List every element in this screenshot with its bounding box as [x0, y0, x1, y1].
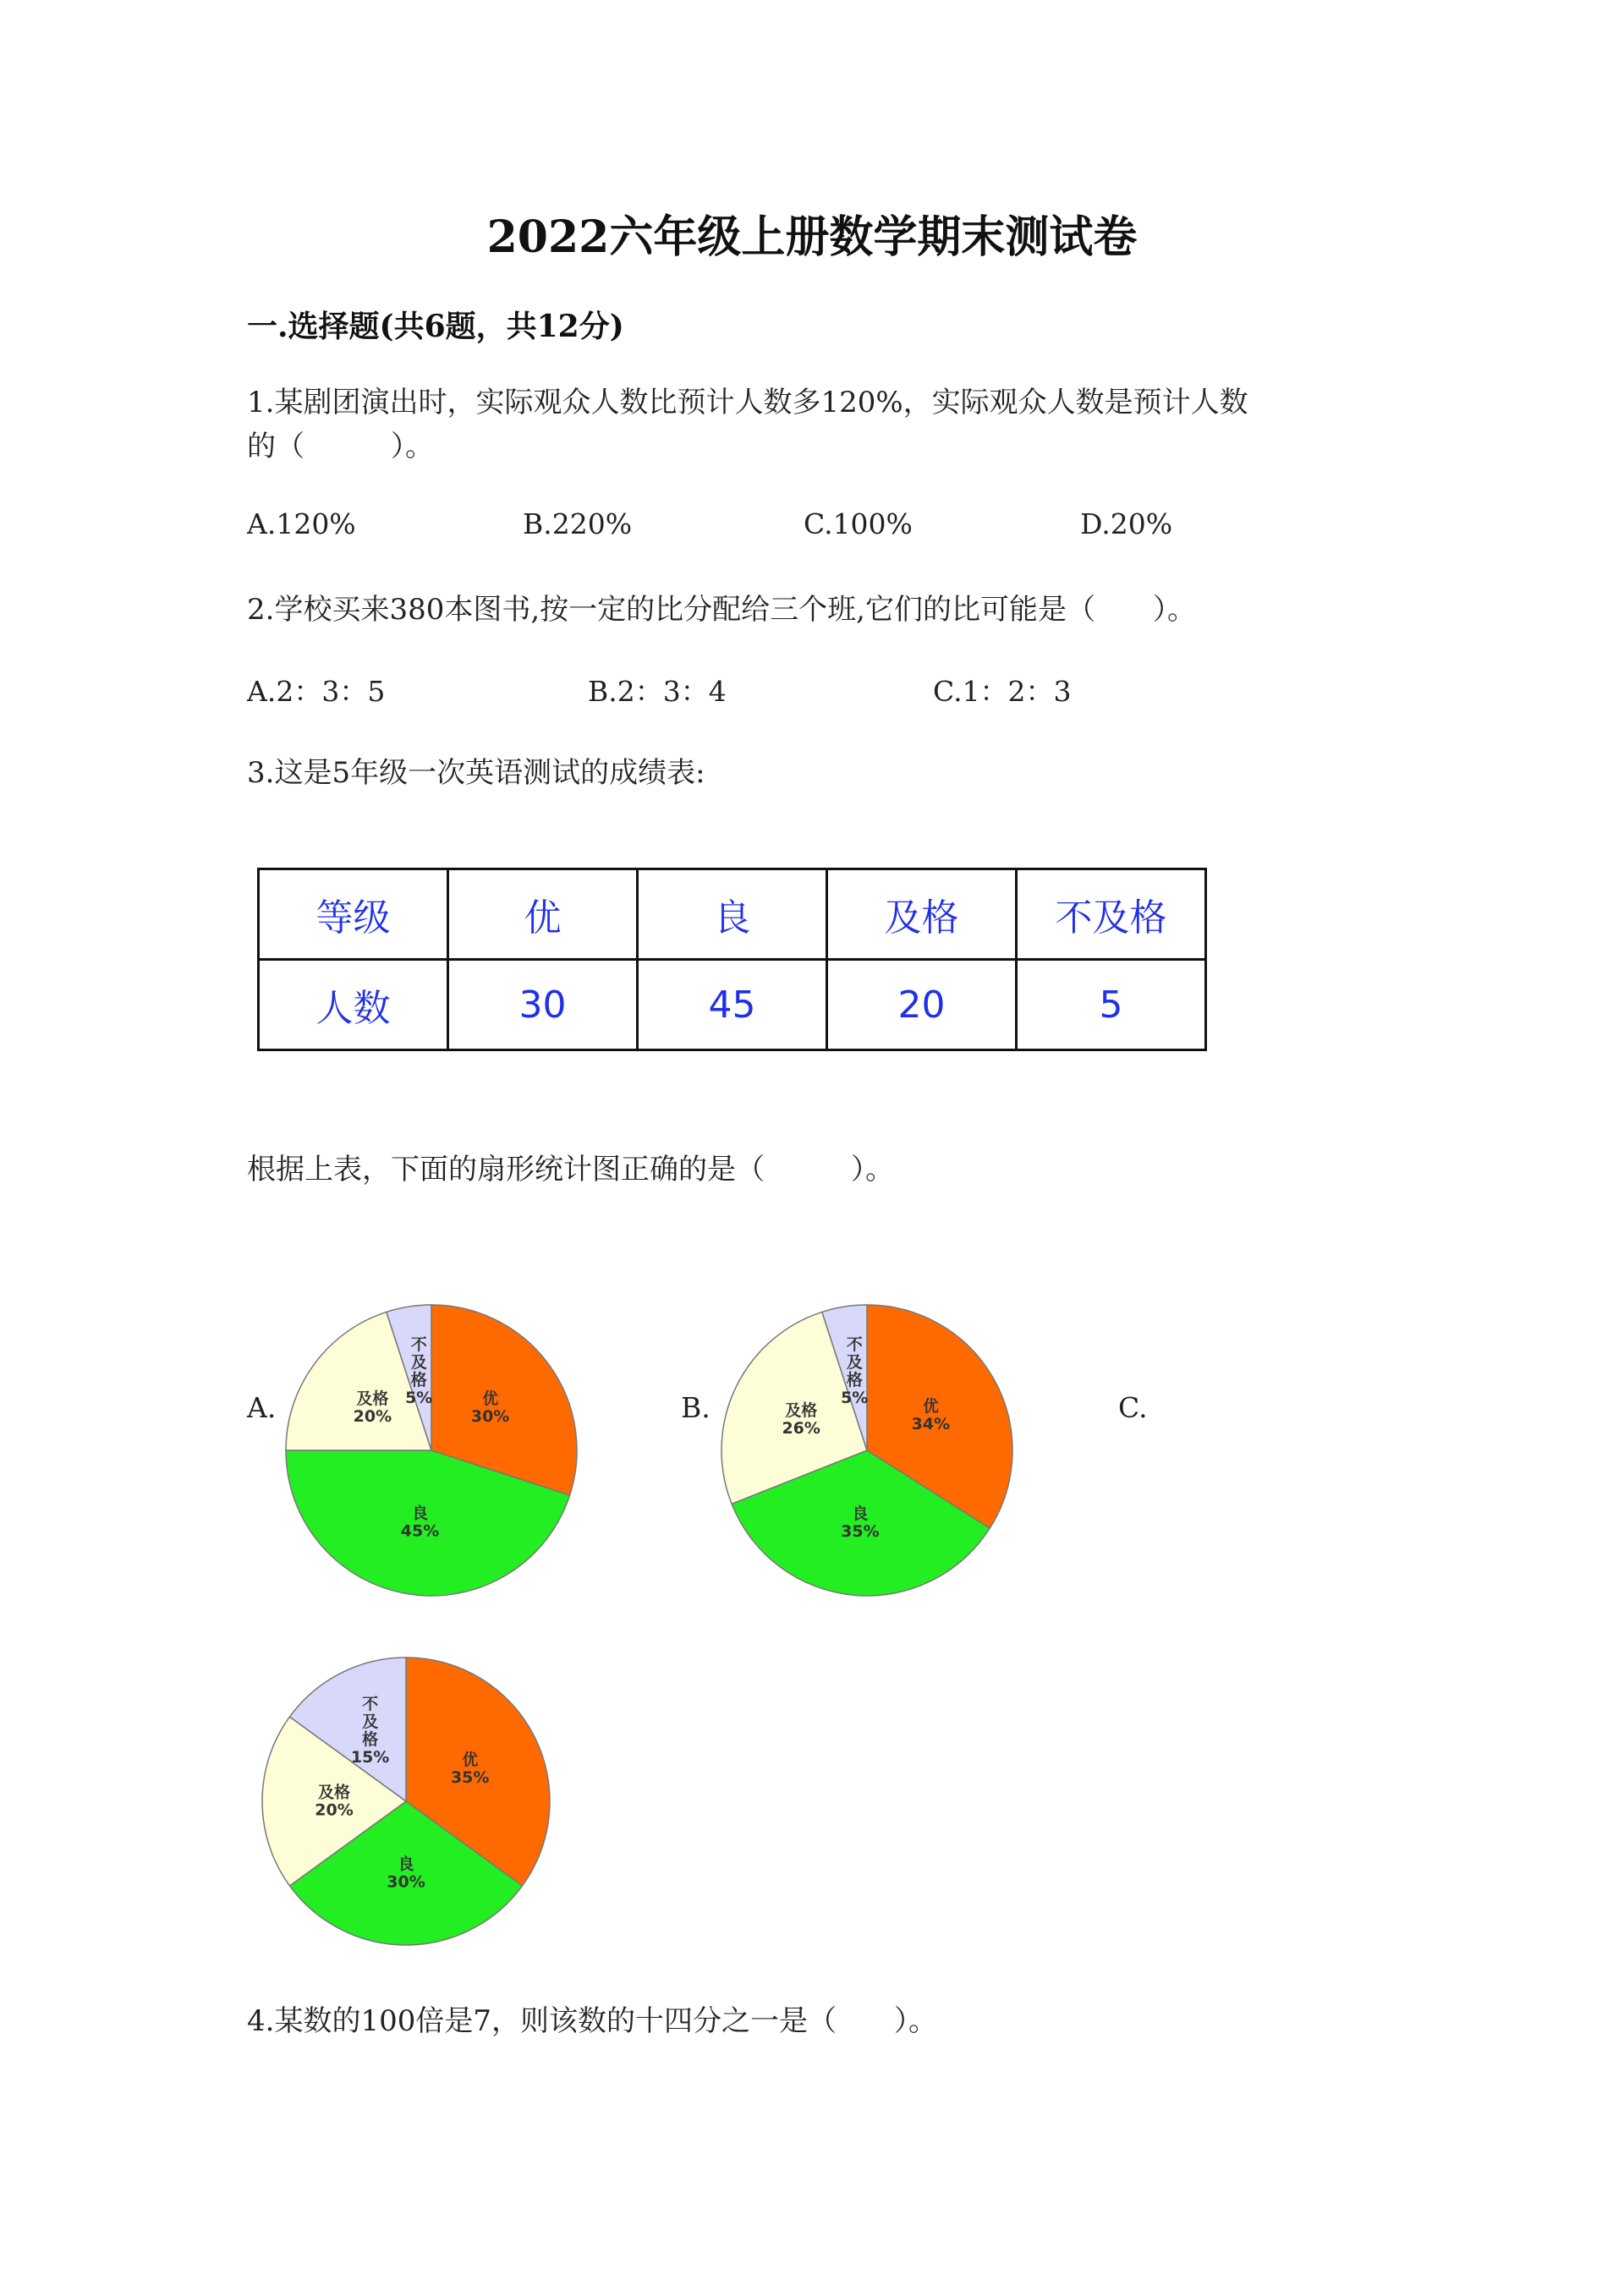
pie-option-b-label: B. [681, 1391, 710, 1424]
pie-label-text: 良 [852, 1504, 869, 1524]
q1-option-d: D.20% [1080, 507, 1173, 540]
pie-label-text: 及格 [356, 1389, 389, 1408]
pie-label-text: 5% [405, 1389, 433, 1408]
pie-label-text: 不 [846, 1335, 863, 1355]
score-table-cell: 优 [448, 869, 638, 960]
page-title: 2022六年级上册数学期末测试卷 [486, 211, 1138, 263]
pie-label-b-2 [782, 1400, 820, 1438]
score-table-cell: 45 [638, 960, 827, 1050]
pie-chart-a-svg [279, 1298, 584, 1603]
pie-label-text: 35% [450, 1767, 490, 1787]
q3-prompt: 根据上表，下面的扇形统计图正确的是（ ）。 [247, 1153, 894, 1186]
score-table-cell: 20 [827, 960, 1017, 1050]
score-table-header-row [259, 869, 1206, 960]
q2-option-c: C.1：2：3 [933, 675, 1072, 708]
score-table-data-row [259, 960, 1206, 1050]
pie-label-text: 格 [846, 1371, 863, 1390]
pie-chart-b-svg [715, 1298, 1019, 1603]
pie-label-text: 优 [482, 1389, 499, 1408]
pie-label-text: 34% [911, 1415, 951, 1434]
pie-label-text: 5% [841, 1389, 869, 1408]
score-table-cell: 良 [638, 869, 827, 960]
pie-label-text: 20% [315, 1800, 354, 1820]
pie-label-c-2 [315, 1783, 353, 1820]
score-table [257, 868, 1207, 1051]
score-table-cell: 及格 [827, 869, 1017, 960]
pie-label-text: 35% [841, 1522, 880, 1542]
pie-label-text: 15% [350, 1748, 390, 1767]
pie-label-text: 良 [398, 1855, 414, 1874]
pie-label-text: 优 [462, 1750, 479, 1769]
q1-option-c: C.100% [804, 507, 913, 540]
q3-text: 3.这是5年级一次英语测试的成绩表: [247, 756, 705, 790]
pie-label-text: 格 [362, 1730, 379, 1750]
q1-option-b: B.220% [523, 507, 633, 540]
score-table-cell: 人数 [259, 960, 448, 1050]
pie-chart-c [254, 1649, 558, 1954]
pie-label-text: 良 [411, 1504, 429, 1523]
q2-option-a: A.2：3：5 [247, 675, 386, 708]
pie-label-text: 30% [387, 1872, 425, 1892]
q1-text-line2: 的（ ）。 [247, 430, 434, 463]
pie-chart-a [279, 1298, 584, 1603]
pie-label-text: 不 [362, 1695, 379, 1714]
pie-label-text: 及格 [785, 1400, 818, 1420]
pie-label-text: 26% [782, 1418, 820, 1438]
pie-chart-b [715, 1298, 1019, 1603]
pie-label-text: 及 [410, 1353, 427, 1373]
pie-option-c-label: C. [1118, 1391, 1148, 1424]
score-table-cell: 5 [1017, 960, 1206, 1050]
pie-label-text: 45% [400, 1521, 440, 1541]
pie-label-text: 不 [410, 1335, 427, 1355]
pie-label-text: 及 [362, 1712, 379, 1732]
score-table-cell: 30 [448, 960, 638, 1050]
q2-text: 2.学校买来380本图书,按一定的比分配给三个班,它们的比可能是（ ）。 [247, 593, 1196, 627]
pie-label-text: 30% [470, 1407, 510, 1426]
section-heading: 一.选择题(共6题，共12分) [247, 309, 624, 344]
pie-label-text: 及格 [317, 1783, 351, 1802]
q2-option-b: B.2：3：4 [588, 675, 727, 708]
score-table-cell: 等级 [259, 869, 448, 960]
pie-label-text: 20% [353, 1407, 392, 1426]
pie-option-a-label: A. [247, 1391, 277, 1424]
score-table-cell: 不及格 [1017, 869, 1206, 960]
pie-chart-c-svg [254, 1649, 558, 1954]
pie-label-text: 及 [846, 1353, 863, 1373]
pie-label-a-2 [354, 1389, 392, 1426]
q4-text: 4.某数的100倍是7，则该数的十四分之一是（ ）。 [247, 2004, 937, 2038]
pie-label-text: 格 [410, 1371, 427, 1390]
pie-label-text: 优 [922, 1397, 939, 1417]
q1-option-a: A.120% [247, 507, 356, 540]
q1-text-line1: 1.某剧团演出时，实际观众人数比预计人数多120%，实际观众人数是预计人数 [247, 386, 1248, 419]
